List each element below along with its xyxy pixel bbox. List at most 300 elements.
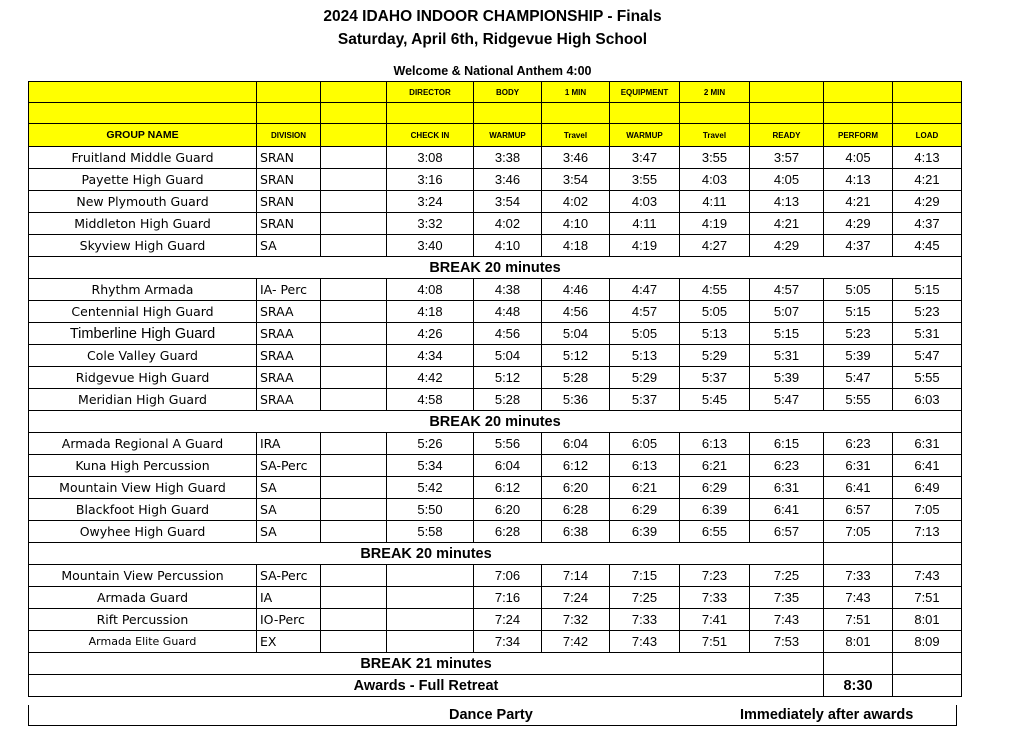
division: SRAA: [257, 323, 321, 345]
table-row: [29, 279, 962, 301]
empty-cell: [321, 169, 387, 191]
header-cell: EQUIPMENT: [610, 82, 680, 103]
division: SRAN: [257, 213, 321, 235]
division: SA: [257, 477, 321, 499]
load-time: 7:13: [893, 521, 962, 543]
load-time: 7:05: [893, 499, 962, 521]
ready-time: 4:05: [750, 169, 824, 191]
empty-cell: [893, 675, 962, 697]
group-name: Owyhee High Guard: [29, 521, 257, 543]
load-time: 4:29: [893, 191, 962, 213]
empty-cell: [321, 345, 387, 367]
travel-2-time: 7:41: [680, 609, 750, 631]
group-name: Kuna High Percussion: [29, 455, 257, 477]
travel-1-time: 6:38: [542, 521, 610, 543]
check-in-time: 4:18: [387, 301, 474, 323]
load-time: 6:03: [893, 389, 962, 411]
group-name: Middleton High Guard: [29, 213, 257, 235]
ready-time: 7:25: [750, 565, 824, 587]
travel-2-time: 6:29: [680, 477, 750, 499]
table-row: [29, 631, 962, 653]
equipment-warmup-time: 4:47: [610, 279, 680, 301]
body-warmup-time: 4:38: [474, 279, 542, 301]
division: IA: [257, 587, 321, 609]
body-warmup-time: 6:04: [474, 455, 542, 477]
travel-1-time: 3:54: [542, 169, 610, 191]
equipment-warmup-header: WARMUP: [610, 124, 680, 147]
travel-1-time: 7:24: [542, 587, 610, 609]
load-time: 8:09: [893, 631, 962, 653]
header-cell: [321, 124, 387, 147]
empty-cell: [321, 499, 387, 521]
travel-2-time: 4:19: [680, 213, 750, 235]
division: IA- Perc: [257, 279, 321, 301]
perform-time: 7:43: [824, 587, 893, 609]
travel-2-time: 6:13: [680, 433, 750, 455]
group-name: Rhythm Armada: [29, 279, 257, 301]
division: SRAN: [257, 191, 321, 213]
header-cell: [680, 103, 750, 124]
travel-1-time: 6:04: [542, 433, 610, 455]
table-row: [29, 565, 962, 587]
body-warmup-time: 4:56: [474, 323, 542, 345]
ready-time: 4:13: [750, 191, 824, 213]
table-row: [29, 191, 962, 213]
travel-1-time: 4:46: [542, 279, 610, 301]
table-row: [29, 455, 962, 477]
equipment-warmup-time: 4:11: [610, 213, 680, 235]
division-header: DIVISION: [257, 124, 321, 147]
perform-time: 5:23: [824, 323, 893, 345]
header-cell: 1 MIN: [542, 82, 610, 103]
travel-1-time: 4:02: [542, 191, 610, 213]
travel-1-time: 5:28: [542, 367, 610, 389]
body-warmup-time: 7:34: [474, 631, 542, 653]
perform-time: 5:15: [824, 301, 893, 323]
perform-time: 7:05: [824, 521, 893, 543]
travel-2-time: 4:55: [680, 279, 750, 301]
empty-cell: [321, 323, 387, 345]
perform-time: 4:37: [824, 235, 893, 257]
equipment-warmup-time: 4:03: [610, 191, 680, 213]
division: IRA: [257, 433, 321, 455]
event-title: 2024 IDAHO INDOOR CHAMPIONSHIP - Finals: [323, 8, 662, 25]
travel-2-time: 4:03: [680, 169, 750, 191]
check-in-time: 3:24: [387, 191, 474, 213]
welcome-line: Welcome & National Anthem 4:00: [393, 64, 592, 78]
check-in-time: 4:58: [387, 389, 474, 411]
header-cell: [542, 103, 610, 124]
travel-2-time: 4:27: [680, 235, 750, 257]
header-row-spacer: [29, 103, 962, 124]
equipment-warmup-time: 6:29: [610, 499, 680, 521]
schedule-body: [29, 82, 962, 697]
header-cell: [893, 103, 962, 124]
perform-time: 6:57: [824, 499, 893, 521]
group-name: Skyview High Guard: [29, 235, 257, 257]
empty-cell: [321, 609, 387, 631]
check-in-time: 5:42: [387, 477, 474, 499]
group-name: Cole Valley Guard: [29, 345, 257, 367]
header-cell: [893, 82, 962, 103]
travel-1-time: 5:36: [542, 389, 610, 411]
load-time: 6:49: [893, 477, 962, 499]
check-in-time: 4:26: [387, 323, 474, 345]
ready-time: 7:53: [750, 631, 824, 653]
table-row: [29, 301, 962, 323]
perform-time: 4:13: [824, 169, 893, 191]
body-warmup-time: 6:20: [474, 499, 542, 521]
empty-cell: [321, 631, 387, 653]
travel-2-time: 7:51: [680, 631, 750, 653]
travel-1-time: 7:14: [542, 565, 610, 587]
perform-time: 5:39: [824, 345, 893, 367]
travel-1-time: 6:28: [542, 499, 610, 521]
equipment-warmup-time: 5:29: [610, 367, 680, 389]
division: SA: [257, 521, 321, 543]
perform-time: 5:55: [824, 389, 893, 411]
group-name: Payette High Guard: [29, 169, 257, 191]
group-name: Timberline High Guard: [29, 323, 257, 345]
equipment-warmup-time: 4:19: [610, 235, 680, 257]
division: EX: [257, 631, 321, 653]
header-cell: [824, 103, 893, 124]
check-in-time: 3:16: [387, 169, 474, 191]
group-name: Centennial High Guard: [29, 301, 257, 323]
header-cell: [257, 82, 321, 103]
table-row: [29, 147, 962, 169]
ready-time: 5:47: [750, 389, 824, 411]
division: IO-Perc: [257, 609, 321, 631]
table-row: [29, 499, 962, 521]
ready-time: 7:35: [750, 587, 824, 609]
ready-time: 5:15: [750, 323, 824, 345]
travel-1-time: 6:20: [542, 477, 610, 499]
perform-time: 6:31: [824, 455, 893, 477]
body-warmup-time: 6:28: [474, 521, 542, 543]
header-cell: [750, 82, 824, 103]
dance-party-time: Immediately after awards: [740, 707, 914, 723]
header-cell: [321, 103, 387, 124]
division: SRAA: [257, 301, 321, 323]
group-name: Armada Elite Guard: [29, 631, 257, 653]
travel-1-header: Travel: [542, 124, 610, 147]
ready-time: 6:15: [750, 433, 824, 455]
check-in-time: 5:34: [387, 455, 474, 477]
break-label: BREAK 20 minutes: [29, 411, 962, 433]
perform-time: 7:33: [824, 565, 893, 587]
load-time: 4:45: [893, 235, 962, 257]
load-time: 5:23: [893, 301, 962, 323]
load-time: 5:47: [893, 345, 962, 367]
body-warmup-time: 3:54: [474, 191, 542, 213]
load-time: 4:21: [893, 169, 962, 191]
division: SRAA: [257, 367, 321, 389]
awards-time: 8:30: [824, 675, 893, 697]
body-warmup-time: 4:48: [474, 301, 542, 323]
table-row: [29, 477, 962, 499]
body-warmup-time: 5:12: [474, 367, 542, 389]
ready-header: READY: [750, 124, 824, 147]
body-warmup-time: 5:28: [474, 389, 542, 411]
break-row: [29, 653, 962, 675]
body-warmup-time: 7:24: [474, 609, 542, 631]
empty-cell: [824, 543, 893, 565]
load-time: 7:51: [893, 587, 962, 609]
travel-1-time: 4:56: [542, 301, 610, 323]
group-name: Meridian High Guard: [29, 389, 257, 411]
equipment-warmup-time: 5:13: [610, 345, 680, 367]
group-name: Blackfoot High Guard: [29, 499, 257, 521]
header-cell: [750, 103, 824, 124]
travel-1-time: 5:12: [542, 345, 610, 367]
load-time: 4:37: [893, 213, 962, 235]
group-name: Armada Regional A Guard: [29, 433, 257, 455]
empty-cell: [321, 191, 387, 213]
empty-cell: [321, 235, 387, 257]
event-subtitle: Saturday, April 6th, Ridgevue High School: [337, 31, 648, 48]
division: SA: [257, 499, 321, 521]
perform-time: 6:23: [824, 433, 893, 455]
travel-2-time: 5:29: [680, 345, 750, 367]
break-label: BREAK 20 minutes: [29, 543, 824, 565]
perform-time: 4:29: [824, 213, 893, 235]
ready-time: 5:39: [750, 367, 824, 389]
check-in-time: 5:58: [387, 521, 474, 543]
table-row: [29, 521, 962, 543]
awards-label: Awards - Full Retreat: [29, 675, 824, 697]
equipment-warmup-time: 7:25: [610, 587, 680, 609]
ready-time: 6:23: [750, 455, 824, 477]
travel-2-time: 5:13: [680, 323, 750, 345]
group-name: Rift Percussion: [29, 609, 257, 631]
check-in-time: 3:08: [387, 147, 474, 169]
travel-2-header: Travel: [680, 124, 750, 147]
header-cell: 2 MIN: [680, 82, 750, 103]
empty-cell: [321, 477, 387, 499]
equipment-warmup-time: 6:05: [610, 433, 680, 455]
header-cell: [824, 82, 893, 103]
break-label: BREAK 21 minutes: [29, 653, 824, 675]
empty-cell: [893, 653, 962, 675]
perform-time: 7:51: [824, 609, 893, 631]
travel-1-time: 4:18: [542, 235, 610, 257]
travel-1-time: 4:10: [542, 213, 610, 235]
ready-time: 5:07: [750, 301, 824, 323]
table-row: [29, 367, 962, 389]
ready-time: 3:57: [750, 147, 824, 169]
travel-2-time: 6:21: [680, 455, 750, 477]
group-name: Mountain View High Guard: [29, 477, 257, 499]
body-warmup-time: 7:16: [474, 587, 542, 609]
check-in-time: 5:50: [387, 499, 474, 521]
division: SRAN: [257, 147, 321, 169]
empty-cell: [321, 279, 387, 301]
equipment-warmup-time: 5:37: [610, 389, 680, 411]
travel-2-time: 4:11: [680, 191, 750, 213]
equipment-warmup-time: 5:05: [610, 323, 680, 345]
check-in-header: CHECK IN: [387, 124, 474, 147]
header-cell: [257, 103, 321, 124]
load-time: 8:01: [893, 609, 962, 631]
ready-time: 4:21: [750, 213, 824, 235]
header-cell: [321, 82, 387, 103]
perform-time: 4:05: [824, 147, 893, 169]
header-cell: BODY: [474, 82, 542, 103]
header-cell: [610, 103, 680, 124]
empty-cell: [321, 389, 387, 411]
travel-1-time: 5:04: [542, 323, 610, 345]
ready-time: 5:31: [750, 345, 824, 367]
load-time: 4:13: [893, 147, 962, 169]
division: SRAA: [257, 345, 321, 367]
table-row: [29, 169, 962, 191]
equipment-warmup-time: 7:15: [610, 565, 680, 587]
check-in-time: 3:40: [387, 235, 474, 257]
perform-time: 5:05: [824, 279, 893, 301]
empty-cell: [321, 565, 387, 587]
check-in-time: 4:08: [387, 279, 474, 301]
awards-row: [29, 675, 962, 697]
empty-cell: [321, 301, 387, 323]
travel-2-time: 3:55: [680, 147, 750, 169]
load-time: 6:31: [893, 433, 962, 455]
equipment-warmup-time: 6:21: [610, 477, 680, 499]
equipment-warmup-time: 3:55: [610, 169, 680, 191]
load-header: LOAD: [893, 124, 962, 147]
empty-cell: [321, 213, 387, 235]
break-row: [29, 257, 962, 279]
header-cell: [29, 82, 257, 103]
check-in-time: [387, 631, 474, 653]
header-cell: [387, 103, 474, 124]
travel-2-time: 5:37: [680, 367, 750, 389]
table-row: [29, 323, 962, 345]
ready-time: 6:41: [750, 499, 824, 521]
equipment-warmup-time: 7:43: [610, 631, 680, 653]
equipment-warmup-time: 7:33: [610, 609, 680, 631]
check-in-time: [387, 609, 474, 631]
group-name: New Plymouth Guard: [29, 191, 257, 213]
empty-cell: [893, 543, 962, 565]
break-label: BREAK 20 minutes: [29, 257, 962, 279]
division: SRAA: [257, 389, 321, 411]
body-warmup-time: 7:06: [474, 565, 542, 587]
check-in-time: 3:32: [387, 213, 474, 235]
equipment-warmup-time: 4:57: [610, 301, 680, 323]
load-time: 5:55: [893, 367, 962, 389]
division: SA: [257, 235, 321, 257]
table-row: [29, 389, 962, 411]
dance-party-row: [28, 705, 957, 726]
division: SA-Perc: [257, 565, 321, 587]
group-name: Armada Guard: [29, 587, 257, 609]
perform-time: 5:47: [824, 367, 893, 389]
header-cell: [29, 103, 257, 124]
empty-cell: [321, 367, 387, 389]
empty-cell: [321, 587, 387, 609]
header-cell: [474, 103, 542, 124]
check-in-time: 4:42: [387, 367, 474, 389]
ready-time: 6:57: [750, 521, 824, 543]
body-warmup-time: 4:10: [474, 235, 542, 257]
ready-time: 7:43: [750, 609, 824, 631]
empty-cell: [321, 521, 387, 543]
table-row: [29, 433, 962, 455]
ready-time: 4:29: [750, 235, 824, 257]
travel-1-time: 7:42: [542, 631, 610, 653]
ready-time: 4:57: [750, 279, 824, 301]
empty-cell: [321, 455, 387, 477]
body-warmup-time: 5:04: [474, 345, 542, 367]
travel-2-time: 7:33: [680, 587, 750, 609]
body-warmup-time: 4:02: [474, 213, 542, 235]
equipment-warmup-time: 6:13: [610, 455, 680, 477]
travel-1-time: 3:46: [542, 147, 610, 169]
break-row: [29, 543, 962, 565]
division: SRAN: [257, 169, 321, 191]
empty-cell: [824, 653, 893, 675]
check-in-time: [387, 565, 474, 587]
ready-time: 6:31: [750, 477, 824, 499]
body-warmup-time: 6:12: [474, 477, 542, 499]
break-row: [29, 411, 962, 433]
check-in-time: 5:26: [387, 433, 474, 455]
group-name: Fruitland Middle Guard: [29, 147, 257, 169]
group-name-header: GROUP NAME: [29, 124, 257, 147]
division: SA-Perc: [257, 455, 321, 477]
load-time: 7:43: [893, 565, 962, 587]
travel-2-time: 5:45: [680, 389, 750, 411]
perform-time: 8:01: [824, 631, 893, 653]
table-row: [29, 345, 962, 367]
perform-time: 6:41: [824, 477, 893, 499]
perform-time: 4:21: [824, 191, 893, 213]
body-warmup-time: 3:38: [474, 147, 542, 169]
travel-1-time: 7:32: [542, 609, 610, 631]
check-in-time: 4:34: [387, 345, 474, 367]
body-warmup-time: 5:56: [474, 433, 542, 455]
dance-party-label: Dance Party: [449, 707, 533, 723]
load-time: 5:15: [893, 279, 962, 301]
table-row: [29, 235, 962, 257]
header-row-main: [29, 124, 962, 147]
empty-cell: [321, 147, 387, 169]
equipment-warmup-time: 3:47: [610, 147, 680, 169]
table-row: [29, 213, 962, 235]
travel-2-time: 7:23: [680, 565, 750, 587]
group-name: Mountain View Percussion: [29, 565, 257, 587]
travel-1-time: 6:12: [542, 455, 610, 477]
travel-2-time: 6:55: [680, 521, 750, 543]
travel-2-time: 6:39: [680, 499, 750, 521]
travel-2-time: 5:05: [680, 301, 750, 323]
body-warmup-header: WARMUP: [474, 124, 542, 147]
group-name: Ridgevue High Guard: [29, 367, 257, 389]
equipment-warmup-time: 6:39: [610, 521, 680, 543]
body-warmup-time: 3:46: [474, 169, 542, 191]
perform-header: PERFORM: [824, 124, 893, 147]
load-time: 5:31: [893, 323, 962, 345]
check-in-time: [387, 587, 474, 609]
load-time: 6:41: [893, 455, 962, 477]
table-row: [29, 609, 962, 631]
header-row-top: [29, 82, 962, 103]
table-row: [29, 587, 962, 609]
schedule-table: [28, 81, 962, 697]
empty-cell: [321, 433, 387, 455]
header-cell: DIRECTOR: [387, 82, 474, 103]
